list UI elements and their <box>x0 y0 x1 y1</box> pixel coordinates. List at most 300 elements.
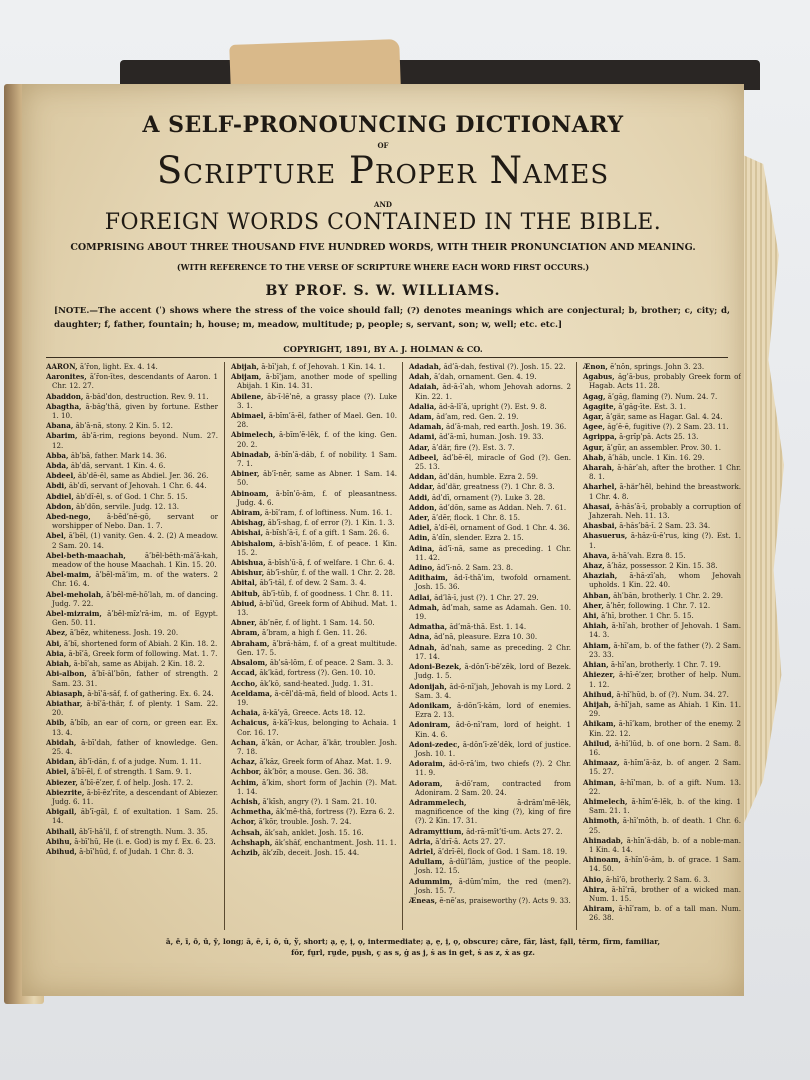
dictionary-entry <box>231 558 397 567</box>
dictionary-entry <box>46 738 218 756</box>
entry-headword: Admah, <box>409 602 440 612</box>
dictionary-entry <box>583 453 741 462</box>
title-line-1: A SELF-PRONOUNCING DICTIONARY <box>142 112 624 138</box>
entry-headword: Abishag, <box>231 518 266 528</box>
entry-definition: āʹr̆on-ītes, descendants of Aaron. 1 Chr. 12. 27. <box>52 372 218 391</box>
entry-definition: ā-dōʹram, contracted from Adoniram. 2 Sam. 20. 24. <box>415 778 571 797</box>
entry-definition: āʹdĭ-ĕl, ornament of God. 1 Chr. 4. 36. <box>431 523 570 533</box>
entry-definition: ā-hĭmʹĕ-lĕk, b. of the king. 1 Sam. 21. 1. <box>589 796 741 816</box>
entry-headword: Adoni-zedec, <box>409 739 460 749</box>
entry-headword: Ahira, <box>583 884 608 894</box>
entry-definition: ā-dŭmʹmĭm, the red (men?). Josh. 15. 7. <box>415 876 571 895</box>
entry-definition: ădʹmā-thā. Est. 1. 14. <box>447 622 527 632</box>
entry-headword: Accad, <box>231 668 258 678</box>
dictionary-entry <box>231 362 397 371</box>
entry-definition: āʹbră-hăm, f. of a great multitude. Gen. 17. 5. <box>237 638 397 657</box>
entry-headword: Abraham, <box>231 638 270 648</box>
entry-headword: Ahava, <box>583 550 610 560</box>
entry-headword: Adullam, <box>409 857 445 867</box>
dictionary-entry <box>409 563 571 572</box>
dictionary-entry <box>46 471 218 480</box>
entry-definition: ēʹnŏn, springs. John 3. 23. <box>607 362 705 371</box>
entry-headword: Adadah, <box>409 362 442 371</box>
entry-headword: Adah, <box>409 372 432 382</box>
dictionary-entry <box>231 658 397 667</box>
entry-headword: Adam, <box>409 412 435 422</box>
dictionary-entry <box>583 621 741 639</box>
entry-definition: ā-bīʹhŭd, f. of Judah. 1 Chr. 8. 3. <box>76 846 194 856</box>
entry-headword: Adonikam, <box>409 700 452 710</box>
entry-definition: ăbʹā-rim, regions beyond. Num. 27. 12. <box>52 431 218 450</box>
entry-headword: Abidah, <box>46 737 77 747</box>
entry-definition: ā-härʹhĕl, behind the breastwork. 1 Chr. 4. 8. <box>589 482 741 501</box>
entry-headword: Abner, <box>231 618 257 628</box>
entry-definition: ădʹī-nō. 2 Sam. 23. 8. <box>434 563 513 573</box>
entry-headword: Adami, <box>409 432 437 442</box>
entry-definition: ădʹdăn, humble. Ezra 2. 59. <box>436 472 538 482</box>
dictionary-entry <box>583 836 741 854</box>
entry-headword: Ahilud, <box>583 738 612 748</box>
entry-definition: āʹbĕl, (1) vanity. Gen. 4. 2. (2) A meadow. 2 Sam. 20. 14. <box>52 531 218 550</box>
entry-definition: āʹgăg-īte. Est. 3. 1. <box>615 401 686 411</box>
entry-definition: ădʹā-dah, festival (?). Josh. 15. 22. <box>441 362 566 371</box>
dictionary-entry <box>46 402 218 420</box>
dictionary-entry <box>231 689 397 707</box>
entry-headword: Adoniram, <box>409 720 451 730</box>
dictionary-entry <box>409 847 571 856</box>
entry-headword: Abitub, <box>231 588 261 598</box>
dictionary-entry <box>583 690 741 699</box>
entry-headword: Abital, <box>231 578 258 588</box>
entry-definition: āʹbĕl-māʹim, m. of the waters. 2 Chr. 16. 4. <box>52 570 218 589</box>
entry-definition: ā-bīʹā-thär, f. of plenty. 1 Sam. 22. 20. <box>52 698 218 718</box>
dictionary-entry <box>583 670 741 688</box>
dictionary-entry <box>409 701 571 719</box>
dictionary-entry <box>583 482 741 500</box>
dictionary-entry <box>231 411 397 429</box>
entry-definition: ăbʹī-tŭb, f. of goodness. 1 Chr. 8. 11. <box>260 588 393 598</box>
entry-headword: Abiathar, <box>46 698 83 708</box>
dictionary-entry <box>231 757 397 766</box>
header-rule <box>46 357 728 358</box>
entry-headword: Abel-meholah, <box>46 589 104 599</box>
entry-definition: ăd-ā-līʹā, upright (?). Est. 9. 8. <box>436 401 547 411</box>
entry-headword: Aaronites, <box>46 372 87 382</box>
dictionary-entry <box>583 700 741 718</box>
dictionary-entry <box>583 904 741 922</box>
dictionary-entry <box>583 571 741 589</box>
entry-definition: ā-hīʹman, b. of a gift. Num. 13. 22. <box>589 777 741 796</box>
dictionary-entry <box>409 443 571 452</box>
entry-definition: ăbʹĭ-nĕr, same as Abner. 1 Sam. 14. 50. <box>237 469 397 488</box>
dictionary-entry <box>409 493 571 502</box>
dictionary-entry <box>409 422 571 431</box>
entry-definition: ā-bĭnʹā-dăb, f. of nobility. 1 Sam. 7. 1. <box>237 449 397 469</box>
entry-definition: āʹhĕr, following. 1 Chr. 7. 12. <box>603 600 711 610</box>
dictionary-entry <box>231 518 397 527</box>
entry-definition: ăd-ā-īʹah, whom Jehovah adorns. 2 Kin. 22. 1. <box>415 382 571 401</box>
dictionary-entry <box>409 682 571 700</box>
entry-definition: āʹkăz, Greek form of Ahaz. Mat. 1. 9. <box>257 757 392 767</box>
dictionary-entry <box>409 402 571 411</box>
entry-definition: ā-hĭnʹā-dăb, b. of a noble-man. 1 Kin. 4. 14. <box>589 835 741 854</box>
entry-headword: Adria, <box>409 836 433 846</box>
entry-definition: ădʹmah, same as Adamah. Gen. 10. 19. <box>415 602 571 622</box>
entry-headword: Ahban, <box>583 590 611 600</box>
entry-headword: Ahihud, <box>583 689 615 699</box>
entry-definition: ā-hīʹhŭd, b. of (?). Num. 34. 27. <box>614 689 729 699</box>
entry-headword: Abaddon, <box>46 391 84 401</box>
entry-definition: āʹbram, a high f. Gen. 11. 26. <box>259 628 367 638</box>
entry-headword: Agag, <box>583 391 606 401</box>
entry-headword: Ahiam, <box>583 640 611 650</box>
entry-headword: Ahasbai, <box>583 521 617 531</box>
entry-definition: ăkʹzĭb, deceit. Josh. 15. 44. <box>260 847 360 857</box>
dictionary-entry <box>46 757 218 766</box>
entry-definition: ăd-rā-mĭtʹtĭ-um. Acts 27. 2. <box>463 826 563 836</box>
entry-headword: Abiezrite, <box>46 787 85 797</box>
dictionary-entry <box>583 422 741 431</box>
entry-headword: AARON, <box>46 362 78 371</box>
entry-definition: ădʹā-mī, human. Josh. 19. 33. <box>436 432 544 442</box>
entry-headword: Abijam, <box>231 372 262 382</box>
dictionary-entry <box>231 618 397 627</box>
entry-headword: Achish, <box>231 796 261 806</box>
column-3 <box>402 362 577 930</box>
dictionary-entry <box>409 593 571 602</box>
title-and: AND <box>374 200 392 209</box>
entry-headword: Ahiezer, <box>583 670 616 680</box>
column-1 <box>46 362 224 930</box>
entry-headword: Ahian, <box>583 660 609 670</box>
entry-definition: āʹhī, brother. 1 Chr. 5. 15. <box>598 611 694 621</box>
entry-headword: Agur, <box>583 442 605 452</box>
dictionary-entry <box>409 603 571 621</box>
dictionary-entry <box>46 421 218 430</box>
column-2 <box>224 362 403 930</box>
entry-headword: Adiel, <box>409 523 432 533</box>
entry-definition: ā-hĭnʹō-ăm, b. of grace. 1 Sam. 14. 50. <box>589 855 741 874</box>
entry-headword: Abda, <box>46 461 69 471</box>
column-4 <box>576 362 741 930</box>
entry-headword: Abram, <box>231 628 260 638</box>
entry-definition: ā-hīʹram, b. of a tall man. Num. 26. 38. <box>589 904 741 923</box>
entry-headword: Abimael, <box>231 411 266 421</box>
entry-definition: ădʹam, red. Gen. 2. 19. <box>434 412 519 422</box>
entry-definition: ădʹā-mah, red earth. Josh. 19. 36. <box>443 422 567 432</box>
entry-definition: ā-hīʹkam, brother of the enemy. 2 Kin. 22. 12. <box>589 719 741 738</box>
dictionary-entry <box>409 643 571 661</box>
entry-definition: āʹgŭr, an assembler. Prov. 30. 1. <box>604 442 722 452</box>
entry-headword: Agar, <box>583 412 604 422</box>
entry-headword: Ader, <box>409 513 430 523</box>
dictionary-entry <box>231 568 397 577</box>
dictionary-entry <box>583 561 741 570</box>
entry-definition: ā-bīʹjah, f. of Jehovah. 1 Kin. 14. 1. <box>258 362 386 371</box>
entry-headword: Achor, <box>231 817 257 827</box>
entry-headword: Achshaph, <box>231 837 273 847</box>
dictionary-entry <box>409 453 571 471</box>
dictionary-entry <box>46 718 218 736</box>
dictionary-entry <box>583 739 741 757</box>
entry-definition: ā-kāʹī-kus, belonging to Achaia. 1 Cor. 16. 17. <box>237 718 397 737</box>
dictionary-entry <box>409 412 571 421</box>
entry-definition: āʹdah, ornament. Gen. 4. 19. <box>431 372 537 382</box>
entry-definition: āʹhăb, uncle. 1 Kin. 16. 29. <box>605 452 705 462</box>
dictionary-entry <box>46 778 218 787</box>
title-line-2: Scripture Proper Names <box>156 149 610 192</box>
dictionary-entry <box>46 481 218 490</box>
reference-note: (WITH REFERENCE TO THE VERSE OF SCRIPTURE WHERE EACH WORD FIRST OCCURS.) <box>176 262 590 272</box>
entry-definition: ădʹdär, greatness (?). 1 Chr. 8. 3. <box>434 482 555 492</box>
entry-definition: ā-bĭmʹĕ-lĕk, f. of the king. Gen. 20. 2. <box>237 430 397 449</box>
entry-definition: ā-hărʹah, after the brother. 1 Chr. 8. 1. <box>589 463 741 482</box>
dictionary-entry <box>409 896 571 905</box>
entry-definition: ădʹdī, ornament (?). Luke 3. 28. <box>429 492 546 502</box>
entry-headword: Adin, <box>409 533 430 543</box>
entry-headword: Abinoam, <box>231 488 269 498</box>
entry-headword: Adaiah, <box>409 382 439 392</box>
dictionary-entry <box>231 372 397 390</box>
dictionary-entry <box>231 828 397 837</box>
dictionary-entry <box>46 451 218 460</box>
entry-headword: Ahijah, <box>583 699 612 709</box>
entry-headword: Abihail, <box>46 826 77 836</box>
entry-definition: ā-hăsʹbā-ī. 2 Sam. 23. 34. <box>616 521 711 531</box>
dictionary-page <box>22 84 744 996</box>
dictionary-entry <box>409 372 571 381</box>
entry-definition: ăbʹdŏn, servile. Judg. 12. 13. <box>73 501 179 511</box>
entry-definition: ădʹdŏn, same as Addan. Neh. 7. 61. <box>436 502 567 512</box>
entry-headword: Adonijah, <box>409 681 447 691</box>
dictionary-entry <box>583 392 741 401</box>
dictionary-entry <box>409 362 571 371</box>
entry-definition: ăgʹā-bus, probably Greek form of Hagab. Acts 11. 28. <box>589 372 741 391</box>
dictionary-entry <box>46 659 218 668</box>
dictionary-entry <box>409 573 571 591</box>
dictionary-entry <box>583 463 741 481</box>
entry-headword: Adnah, <box>409 642 437 652</box>
dictionary-entry <box>583 372 741 390</box>
dictionary-entry <box>46 639 218 648</box>
entry-definition: ā-hīʹō, brotherly. 2 Sam. 6. 3. <box>603 874 710 884</box>
dictionary-entry <box>231 578 397 587</box>
dictionary-entry <box>583 885 741 903</box>
entry-definition: ā-hĭmʹā-ăz, b. of anger. 2 Sam. 15. 27. <box>589 758 741 777</box>
entry-definition: ăhʹbăn, brotherly. 1 Chr. 2. 29. <box>610 590 723 600</box>
dictionary-entry <box>231 838 397 847</box>
entry-headword: Abishai, <box>231 528 264 538</box>
entry-headword: Abba, <box>46 450 69 460</box>
dictionary-entry <box>409 503 571 512</box>
entry-headword: Abijah, <box>231 362 259 371</box>
dictionary-entry <box>46 461 218 470</box>
dictionary-entry <box>583 443 741 452</box>
entry-headword: Addon, <box>409 502 437 512</box>
dictionary-entry <box>583 502 741 520</box>
entry-definition: ā-bĭshʹā-lŏm, f. of peace. 1 Kin. 15. 2. <box>237 538 397 557</box>
pronunciation-key <box>122 936 704 958</box>
entry-definition: ā-dŭlʹlăm, justice of the people. Josh. 12. 15. <box>415 857 571 876</box>
entry-definition: āʹdĕr, flock. 1 Chr. 8. 15. <box>429 513 520 523</box>
dictionary-entry <box>409 798 571 826</box>
entry-headword: Ænon, <box>583 362 608 371</box>
entry-headword: Ahaziah, <box>583 571 618 581</box>
entry-headword: Abiasaph, <box>46 688 85 698</box>
entry-headword: Ahaz, <box>583 561 605 571</box>
dictionary-entry <box>231 450 397 468</box>
dictionary-entry <box>409 513 571 522</box>
entry-headword: Abarim, <box>46 431 78 441</box>
dictionary-entry <box>583 660 741 669</box>
entry-headword: Aharah, <box>583 463 615 473</box>
entry-headword: Abiezer, <box>46 777 78 787</box>
subtitle: COMPRISING ABOUT THREE THOUSAND FIVE HUNDRED WORDS, WITH THEIR PRONUNCIATION AND MEANING. <box>70 242 696 253</box>
dictionary-entry <box>231 599 397 617</box>
dictionary-entry <box>409 432 571 441</box>
entry-definition: ăkʹkăd, fortress (?). Gen. 10. 10. <box>257 668 376 678</box>
entry-headword: Abdeel, <box>46 471 76 481</box>
entry-headword: Abihu, <box>46 836 72 846</box>
entry-headword: Addar, <box>409 482 435 492</box>
entry-headword: Abidan, <box>46 757 77 767</box>
entry-headword: Adbeel, <box>409 452 439 462</box>
entry-headword: Abel-mizraim, <box>46 609 102 619</box>
entry-definition: ăkʹkō, sand-heated. Judg. 1. 31. <box>257 678 374 688</box>
entry-headword: Ahasai, <box>583 501 613 511</box>
entry-definition: ăbʹī-gāl, f. of exultation. 1 Sam. 25. 14. <box>52 807 218 826</box>
entry-headword: Ahiram, <box>583 904 615 914</box>
entry-definition: ădʹbē-ĕl, miracle of God (?). Gen. 25. 13. <box>415 452 571 472</box>
entry-headword: Achaia, <box>231 708 261 718</box>
entry-headword: Abilene, <box>231 391 264 401</box>
entry-definition: āʹhăz, possessor. 2 Kin. 15. 38. <box>604 561 718 571</box>
dictionary-entry <box>231 807 397 816</box>
entry-definition: ā-bĭshʹā-ī, f. of a gift. 1 Sam. 26. 6. <box>263 528 390 538</box>
entry-headword: Agagite, <box>583 401 616 411</box>
entry-definition: āʹkim, short form of Jachin (?). Mat. 1. 14. <box>237 777 397 796</box>
dictionary-entry <box>409 472 571 481</box>
entry-headword: Achim, <box>231 777 259 787</box>
dictionary-entry <box>46 551 218 569</box>
entry-headword: Aher, <box>583 600 604 610</box>
entry-headword: Ahimaaz, <box>583 758 620 768</box>
dictionary-entry <box>46 372 218 390</box>
entry-definition: ăbʹī-shŭr, f. of the wall. 1 Chr. 2. 28. <box>264 568 396 578</box>
entry-definition: ăkʹbŏr, a mouse. Gen. 36. 38. <box>261 767 369 777</box>
entry-definition: ăd-ĭ-thāʹim, twofold ornament. Josh. 15. 36. <box>415 573 571 592</box>
entry-headword: Ahimoth, <box>583 816 620 826</box>
entry-headword: Aceldama, <box>231 688 273 698</box>
dictionary-entry <box>583 591 741 600</box>
dictionary-entry <box>409 779 571 797</box>
entry-definition: ăbʹdē-ĕl, same as Abdiel. Jer. 36. 26. <box>75 471 209 481</box>
entry-headword: Ahiman, <box>583 777 617 787</box>
entry-definition: ā-hīʹam, b. of the father (?). 2 Sam. 23. 33. <box>589 640 741 659</box>
entry-headword: Abel-maim, <box>46 570 92 580</box>
dictionary-entry <box>231 392 397 410</box>
dictionary-entry <box>231 848 397 857</box>
entry-definition: ădʹlā-ī, just (?). 1 Chr. 27. 29. <box>431 592 539 602</box>
entry-definition: ā-dōnʹī-bēʹzĕk, lord of Bezek. Judg. 1. 5. <box>415 662 571 681</box>
dictionary-entry <box>46 847 218 856</box>
entry-headword: Abdiel, <box>46 491 74 501</box>
entry-definition: ā-hīʹmŏth, b. of death. 1 Chr. 6. 25. <box>589 816 741 835</box>
dictionary-entry <box>583 521 741 530</box>
entry-headword: Abiel, <box>46 767 69 777</box>
dictionary-entry <box>46 689 218 698</box>
entry-headword: Adar, <box>409 442 430 452</box>
entry-definition: āʹbĭb, an ear of corn, or green ear. Ex. 13. 4. <box>52 718 218 737</box>
dictionary-entry <box>583 432 741 441</box>
entry-definition: ā-grĭpʹpā. Acts 25. 13. <box>616 432 699 442</box>
entry-headword: Adlai, <box>409 592 432 602</box>
entry-headword: Abiner, <box>231 469 260 479</box>
entry-definition: ăgʹē-ē, fugitive (?). 2 Sam. 23. 11. <box>604 422 729 432</box>
entry-definition: ăd-ō-nīʹram, lord of height. 1 Kin. 4. 6. <box>415 720 571 739</box>
dictionary-entry <box>231 639 397 657</box>
dictionary-entry <box>409 720 571 738</box>
dictionary-entry <box>409 759 571 777</box>
entry-headword: Abishua, <box>231 558 266 568</box>
entry-headword: Abel, <box>46 531 67 541</box>
entry-headword: Achzib, <box>231 847 261 857</box>
entry-definition: āʹbī-ēʹzer, f. of help. Josh. 17. 2. <box>77 777 194 787</box>
title-line-3: FOREIGN WORDS CONTAINED IN THE BIBLE. <box>104 210 662 235</box>
author-line: BY PROF. S. W. WILLIAMS. <box>265 283 501 299</box>
entry-headword: Adalia, <box>409 401 437 411</box>
entry-headword: Abdi, <box>46 481 67 491</box>
entry-headword: Abimelech, <box>231 430 276 440</box>
entry-definition: ădʹnah, same as preceding. 2 Chr. 17. 14. <box>415 642 571 661</box>
entry-headword: Abed-nego, <box>46 512 91 522</box>
copyright-line: COPYRIGHT, 1891, BY A. J. HOLMAN & CO. <box>283 344 483 354</box>
dictionary-entry <box>231 817 397 826</box>
entry-definition: āʹdrĭ-ā. Acts 27. 27. <box>432 836 506 846</box>
entry-definition: ā-cĕlʹdā-mā, field of blood. Acts 1. 19. <box>237 688 397 707</box>
entry-headword: Ahimelech, <box>583 796 628 806</box>
dictionary-entry <box>46 767 218 776</box>
entry-headword: Addi, <box>409 492 430 502</box>
dictionary-entry <box>409 482 571 491</box>
entry-headword: Abez, <box>46 628 68 638</box>
entry-definition: āʹkĭsh, angry (?). 1 Sam. 21. 10. <box>260 796 377 806</box>
dictionary-entry <box>46 699 218 717</box>
entry-definition: āʹbĕz, whiteness. Josh. 19. 20. <box>67 628 179 638</box>
entry-headword: Ahi, <box>583 611 599 621</box>
dictionary-entry <box>46 362 218 371</box>
entry-headword: Ahinoam, <box>583 855 621 865</box>
entry-definition: ā-bĭnʹō-ăm, f. of pleasantness. Judg. 4. 6. <box>237 488 397 507</box>
entry-headword: Ahio, <box>583 874 604 884</box>
dictionary-entry <box>231 668 397 677</box>
entry-definition: ăbʹī-shag, f. of error (?). 1 Kin. 1. 3. <box>265 518 395 528</box>
entry-headword: Achaicus, <box>231 718 270 728</box>
dictionary-entry <box>409 382 571 400</box>
dictionary-entry <box>46 502 218 511</box>
entry-definition: ā-hīʹrā, brother of a wicked man. Num. 1. 15. <box>589 884 741 903</box>
dictionary-entry <box>409 523 571 532</box>
entry-definition: ā-hīʹlŭd, b. of one born. 2 Sam. 8. 16. <box>589 738 741 757</box>
dictionary-entry <box>583 402 741 411</box>
entry-headword: Abib, <box>46 718 67 728</box>
dictionary-entry <box>46 788 218 806</box>
entry-headword: Æneas, <box>409 895 438 905</box>
entry-headword: Adithaim, <box>409 573 448 583</box>
entry-headword: Abinadab, <box>231 449 271 459</box>
dictionary-entry <box>46 827 218 836</box>
dictionary-entry <box>231 489 397 507</box>
